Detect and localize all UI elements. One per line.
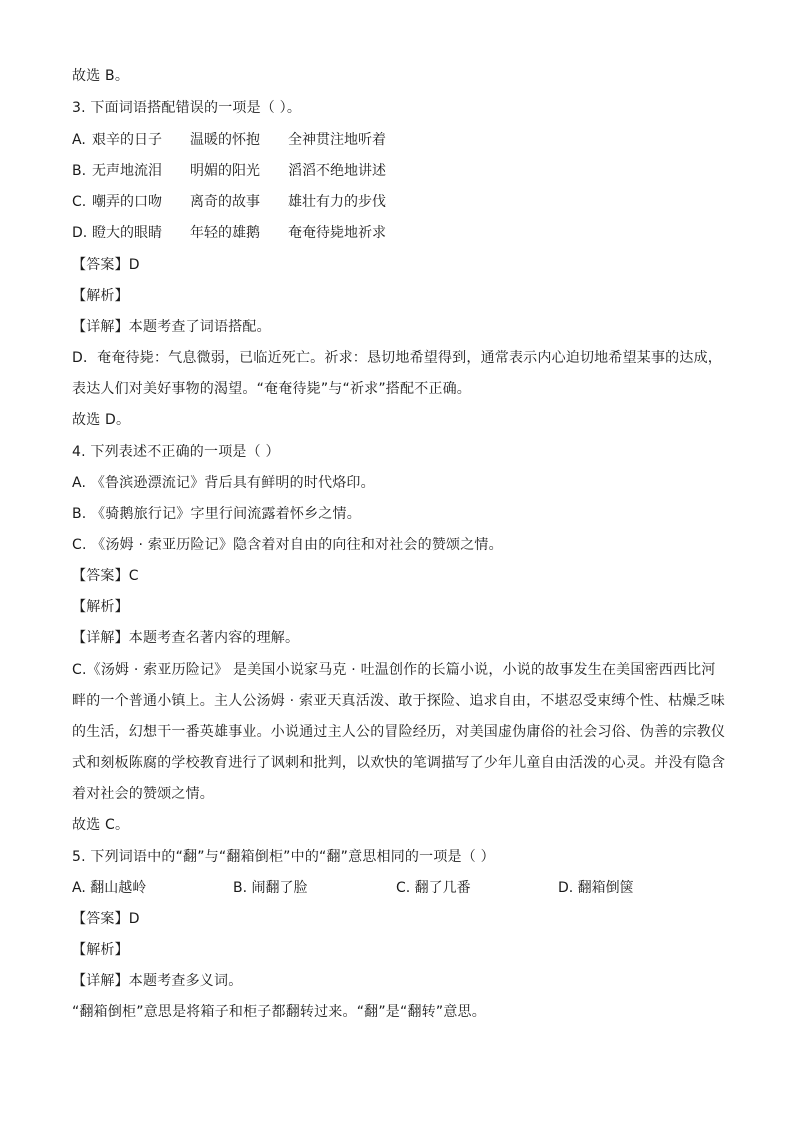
q5-detail: 【详解】本题考查多义词。 xyxy=(72,973,243,989)
q5-option-a: A. 翻山越岭 xyxy=(72,880,147,896)
q3-conclusion: 故选 D。 xyxy=(72,412,131,428)
q2-conclusion: 故选 B。 xyxy=(72,68,130,84)
q3-option-item: 雄壮有力的步伐 xyxy=(288,194,386,210)
q5-stem: 5. 下列词语中的“翻”与“翻箱倒柜”中的“翻”意思相同的一项是（ ） xyxy=(72,849,495,865)
q3-option-item: 明媚的阳光 xyxy=(190,163,260,179)
q4-explanation-line: 着对社会的赞颂之情。 xyxy=(72,786,214,802)
q4-explanation-line: 式和刻板陈腐的学校教育进行了讽刺和批判，以欢快的笔调描写了少年儿童自由活泼的心灵。并没有隐含 xyxy=(72,755,726,771)
q3-option-label: A. xyxy=(72,132,86,148)
q3-analysis-heading: 【解析】 xyxy=(72,288,129,304)
q5-answer: 【答案】D xyxy=(72,911,140,927)
q4-option-b: B. 《骑鹅旅行记》字里行间流露着怀乡之情。 xyxy=(72,506,361,522)
q4-analysis-heading: 【解析】 xyxy=(72,599,129,615)
q4-option-a: A. 《鲁滨逊漂流记》背后具有鲜明的时代烙印。 xyxy=(72,475,375,491)
q4-detail: 【详解】本题考查名著内容的理解。 xyxy=(72,630,300,646)
q3-option-item: 滔滔不绝地讲述 xyxy=(288,163,386,179)
q4-explanation-line: 畔的一个普通小镇上。主人公汤姆 · 索亚天真活泼、敢于探险、追求自由，不堪忍受束缚个性、枯燥乏味 xyxy=(72,693,725,709)
q4-stem: 4. 下列表述不正确的一项是（ ） xyxy=(72,444,280,460)
q3-option-item: 瞪大的眼睛 xyxy=(92,225,162,241)
q3-option-item: 无声地流泪 xyxy=(92,163,162,179)
q3-explanation-line: D．奄奄待毙：气息微弱，已临近死亡。祈求：恳切地希望得到，通常表示内心迫切地希望某事的达成， xyxy=(72,350,722,366)
q3-detail: 【详解】本题考查了词语搭配。 xyxy=(72,319,271,335)
q5-option-c: C. 翻了几番 xyxy=(396,880,471,896)
q5-option-d: D. 翻箱倒箧 xyxy=(558,880,634,896)
q5-explanation-line: “翻箱倒柜”意思是将箱子和柜子都翻转过来。“翻”是“翻转”意思。 xyxy=(72,1004,486,1020)
q4-answer: 【答案】C xyxy=(72,568,139,584)
q3-option-label: C. xyxy=(72,194,87,210)
q3-explanation-line: 表达人们对美好事物的渴望。“奄奄待毙”与“祈求”搭配不正确。 xyxy=(72,381,472,397)
q3-option-item: 嘲弄的口吻 xyxy=(92,194,162,210)
q3-option-item: 离奇的故事 xyxy=(190,194,260,210)
q4-conclusion: 故选 C。 xyxy=(72,817,130,833)
q3-answer: 【答案】D xyxy=(72,257,140,273)
q3-option-item: 奄奄待毙地祈求 xyxy=(288,225,386,241)
q3-stem: 3. 下面词语搭配错误的一项是（ ）。 xyxy=(72,100,302,116)
q3-option-item: 温暖的怀抱 xyxy=(190,132,260,148)
q3-option-item: 艰辛的日子 xyxy=(92,132,162,148)
q3-option-item: 年轻的雄鹅 xyxy=(190,225,260,241)
q4-explanation-line: C.《汤姆 · 索亚历险记》 是美国小说家马克 · 吐温创作的长篇小说，小说的故事发生在美国密西西比河 xyxy=(72,662,716,678)
q5-option-b: B. 闹翻了脸 xyxy=(233,880,308,896)
q5-analysis-heading: 【解析】 xyxy=(72,942,129,958)
q3-option-label: B. xyxy=(72,163,87,179)
q3-option-item: 全神贯注地听着 xyxy=(288,132,386,148)
q4-explanation-line: 的生活，幻想干一番英雄事业。小说通过主人公的冒险经历，对美国虚伪庸俗的社会习俗、伪善的宗教仪 xyxy=(72,724,726,740)
q4-option-c: C. 《汤姆 · 索亚历险记》隐含着对自由的向往和对社会的赞颂之情。 xyxy=(72,537,503,553)
q3-option-label: D. xyxy=(72,225,88,241)
